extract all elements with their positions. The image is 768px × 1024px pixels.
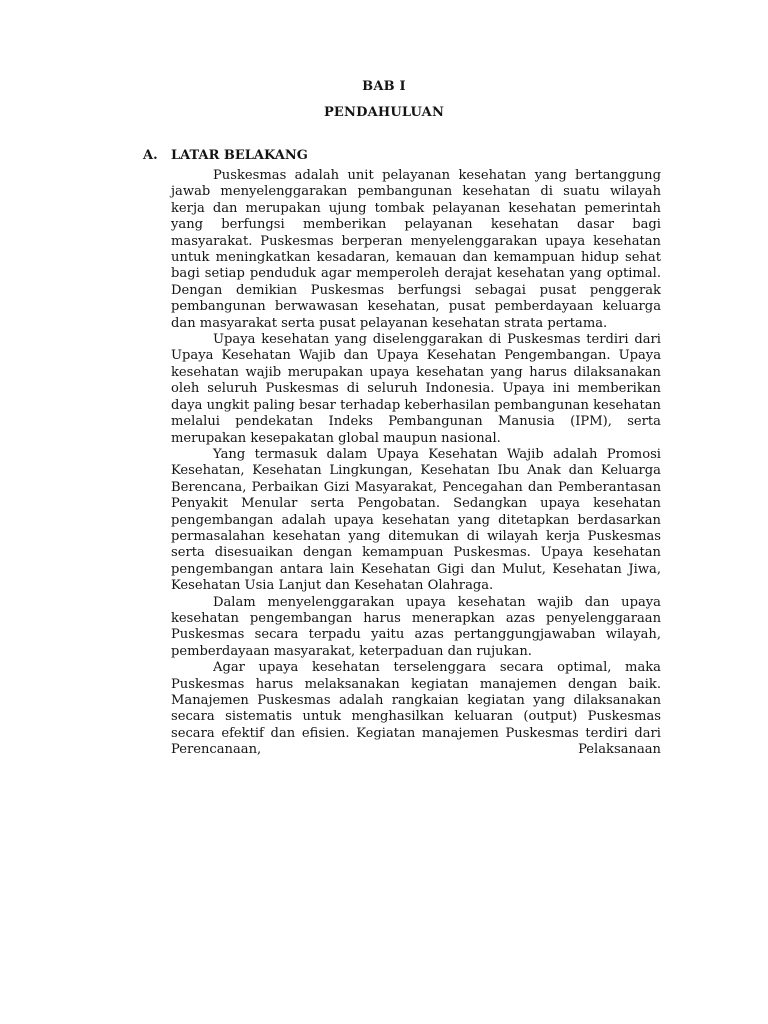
paragraph: Puskesmas adalah unit pelayanan kesehatan yang bertanggung jawab menyelenggarakan pembangunan kesehatan di suatu wilayah kerja dan merupakan ujung tombak pelayanan kesehatan pemerintah yang berfungsi memberikan pelayanan kesehatan dasar bagi masyarakat. Puskesmas berperan menyelenggarakan upaya kesehatan untuk meningkatkan kesadaran, kemauan dan kemampuan hidup sehat bagi setiap penduduk agar memperoleh derajat kesehatan yang optimal. Dengan demikian Puskesmas berfungsi sebagai pusat penggerak pembangunan berwawasan kesehatan, pusat pemberdayaan keluarga dan masyarakat serta pusat pelayanan kesehatan strata pertama. (171, 168, 661, 331)
body-text (171, 168, 661, 759)
section-number: A. (143, 148, 158, 163)
paragraph: Dalam menyelenggarakan upaya kesehatan wajib dan upaya kesehatan pengembangan harus menerapkan azas penyelenggaraan Puskesmas secara terpadu yaitu azas pertanggungjawaban wilayah, pemberdayaan masyarakat, keterpaduan dan rujukan. (171, 594, 661, 659)
section-title: LATAR BELAKANG (171, 148, 308, 163)
chapter-number: BAB I (362, 79, 406, 94)
paragraph: Agar upaya kesehatan terselenggara secara optimal, maka Puskesmas harus melaksanakan kegiatan manajemen dengan baik. Manajemen Puskesmas adalah rangkaian kegiatan yang dilaksanakan secara sistematis untuk menghasilkan keluaran (output) Puskesmas secara efektif dan efisien. Kegiatan manajemen Puskesmas terdiri dari Perencanaan, Pelaksanaan (171, 660, 661, 758)
chapter-title: PENDAHULUAN (323, 105, 445, 120)
paragraph: Upaya kesehatan yang diselenggarakan di Puskesmas terdiri dari Upaya Kesehatan Wajib dan Upaya Kesehatan Pengembangan. Upaya kesehatan wajib merupakan upaya kesehatan yang harus dilaksanakan oleh seluruh Puskesmas di seluruh Indonesia. Upaya ini memberikan daya ungkit paling besar terhadap keberhasilan pembangunan kesehatan melalui pendekatan Indeks Pembangunan Manusia (IPM), serta merupakan kesepakatan global maupun nasional. (171, 332, 661, 446)
section-heading (143, 148, 308, 163)
paragraph: Yang termasuk dalam Upaya Kesehatan Wajib adalah Promosi Kesehatan, Kesehatan Lingkungan, Kesehatan Ibu Anak dan Keluarga Berencana, Perbaikan Gizi Masyarakat, Pencegahan dan Pemberantasan Penyakit Menular serta Pengobatan. Sedangkan upaya kesehatan pengembangan adalah upaya kesehatan yang ditetapkan berdasarkan permasalahan kesehatan yang ditemukan di wilayah kerja Puskesmas serta disesuaikan dengan kemampuan Puskesmas. Upaya kesehatan pengembangan antara lain Kesehatan Gigi dan Mulut, Kesehatan Jiwa, Kesehatan Usia Lanjut dan Kesehatan Olahraga. (171, 446, 661, 594)
